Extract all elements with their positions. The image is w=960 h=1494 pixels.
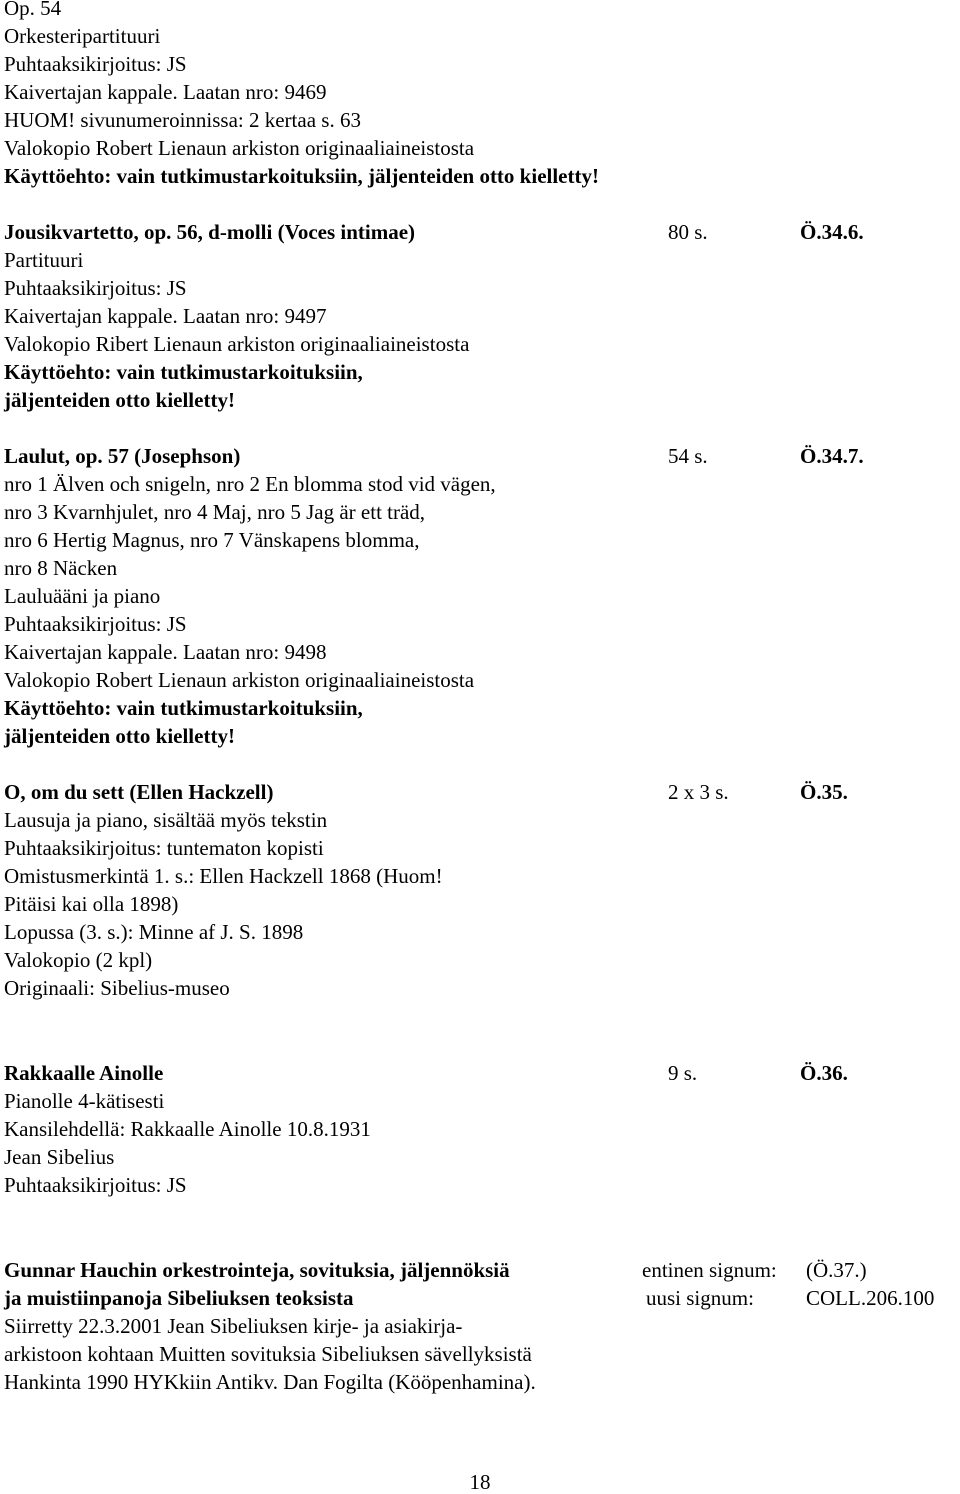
new-signum-label: uusi signum: — [646, 1286, 754, 1310]
old-signum-value: (Ö.37.) — [806, 1258, 867, 1282]
entry-line: Valokopio Robert Lienaun arkiston originaaliaineistosta — [4, 668, 475, 692]
usage-terms: jäljenteiden otto kielletty! — [4, 388, 235, 412]
entry-line: Puhtaaksikirjoitus: JS — [4, 276, 187, 300]
entry-title: O, om du sett (Ellen Hackzell) — [4, 780, 274, 804]
collection-line: arkistoon kohtaan Muitten sovituksia Sibeliuksen sävellyksistä — [4, 1342, 532, 1366]
entry-line: nro 8 Näcken — [4, 556, 118, 580]
collection-title: Gunnar Hauchin orkestrointeja, sovituksia, jäljennöksiä — [4, 1258, 510, 1282]
collection-line: Hankinta 1990 HYKkiin Antikv. Dan Fogilta (Kööpenhamina). — [4, 1370, 536, 1394]
usage-terms: jäljenteiden otto kielletty! — [4, 724, 235, 748]
intro-line: Valokopio Robert Lienaun arkiston originaaliaineistosta — [4, 136, 475, 160]
entry-page-count: 54 s. — [668, 444, 708, 468]
entry-line: Jean Sibelius — [4, 1145, 115, 1169]
entry-line: Lopussa (3. s.): Minne af J. S. 1898 — [4, 920, 304, 944]
entry-signum: Ö.35. — [800, 780, 848, 804]
entry-line: Kansilehdellä: Rakkaalle Ainolle 10.8.1931 — [4, 1117, 371, 1141]
intro-line: Orkesteripartituuri — [4, 24, 161, 48]
usage-terms: Käyttöehto: vain tutkimustarkoituksiin, jäljenteiden otto kielletty! — [4, 164, 599, 188]
entry-line: Valokopio Ribert Lienaun arkiston originaaliaineistosta — [4, 332, 470, 356]
new-signum-value: COLL.206.100 — [806, 1286, 935, 1310]
entry-title: Rakkaalle Ainolle — [4, 1061, 164, 1085]
entry-line: Lauluääni ja piano — [4, 584, 161, 608]
entry-page-count: 2 x 3 s. — [668, 780, 729, 804]
intro-line: HUOM! sivunumeroinnissa: 2 kertaa s. 63 — [4, 108, 361, 132]
old-signum-label: entinen signum: — [642, 1258, 777, 1282]
entry-line: Puhtaaksikirjoitus: tuntematon kopisti — [4, 836, 324, 860]
page-number: 18 — [469, 1470, 491, 1494]
entry-line: Pianolle 4-kätisesti — [4, 1089, 165, 1113]
entry-line: Puhtaaksikirjoitus: JS — [4, 612, 187, 636]
intro-line: Op. 54 — [4, 0, 62, 20]
entry-signum: Ö.34.7. — [800, 444, 864, 468]
entry-line: Valokopio (2 kpl) — [4, 948, 153, 972]
entry-signum: Ö.36. — [800, 1061, 848, 1085]
entry-line: Kaivertajan kappale. Laatan nro: 9498 — [4, 640, 327, 664]
intro-line: Puhtaaksikirjoitus: JS — [4, 52, 187, 76]
entry-page-count: 9 s. — [668, 1061, 698, 1085]
entry-line: nro 6 Hertig Magnus, nro 7 Vänskapens blomma, — [4, 528, 420, 552]
usage-terms: Käyttöehto: vain tutkimustarkoituksiin, — [4, 360, 363, 384]
entry-line: Lausuja ja piano, sisältää myös tekstin — [4, 808, 328, 832]
entry-line: Pitäisi kai olla 1898) — [4, 892, 179, 916]
entry-line: Puhtaaksikirjoitus: JS — [4, 1173, 187, 1197]
entry-line: Omistusmerkintä 1. s.: Ellen Hackzell 1868 (Huom! — [4, 864, 443, 888]
collection-line: Siirretty 22.3.2001 Jean Sibeliuksen kirje- ja asiakirja- — [4, 1314, 463, 1338]
collection-title: ja muistiinpanoja Sibeliuksen teoksista — [4, 1286, 354, 1310]
entry-line: Partituuri — [4, 248, 84, 272]
entry-line: Originaali: Sibelius-museo — [4, 976, 230, 1000]
entry-title: Laulut, op. 57 (Josephson) — [4, 444, 241, 468]
entry-signum: Ö.34.6. — [800, 220, 864, 244]
entry-page-count: 80 s. — [668, 220, 708, 244]
entry-line: nro 1 Älven och snigeln, nro 2 En blomma stod vid vägen, — [4, 472, 496, 496]
intro-line: Kaivertajan kappale. Laatan nro: 9469 — [4, 80, 327, 104]
usage-terms: Käyttöehto: vain tutkimustarkoituksiin, — [4, 696, 363, 720]
entry-title: Jousikvartetto, op. 56, d-molli (Voces intimae) — [4, 220, 416, 244]
entry-line: nro 3 Kvarnhjulet, nro 4 Maj, nro 5 Jag är ett träd, — [4, 500, 426, 524]
entry-line: Kaivertajan kappale. Laatan nro: 9497 — [4, 304, 327, 328]
